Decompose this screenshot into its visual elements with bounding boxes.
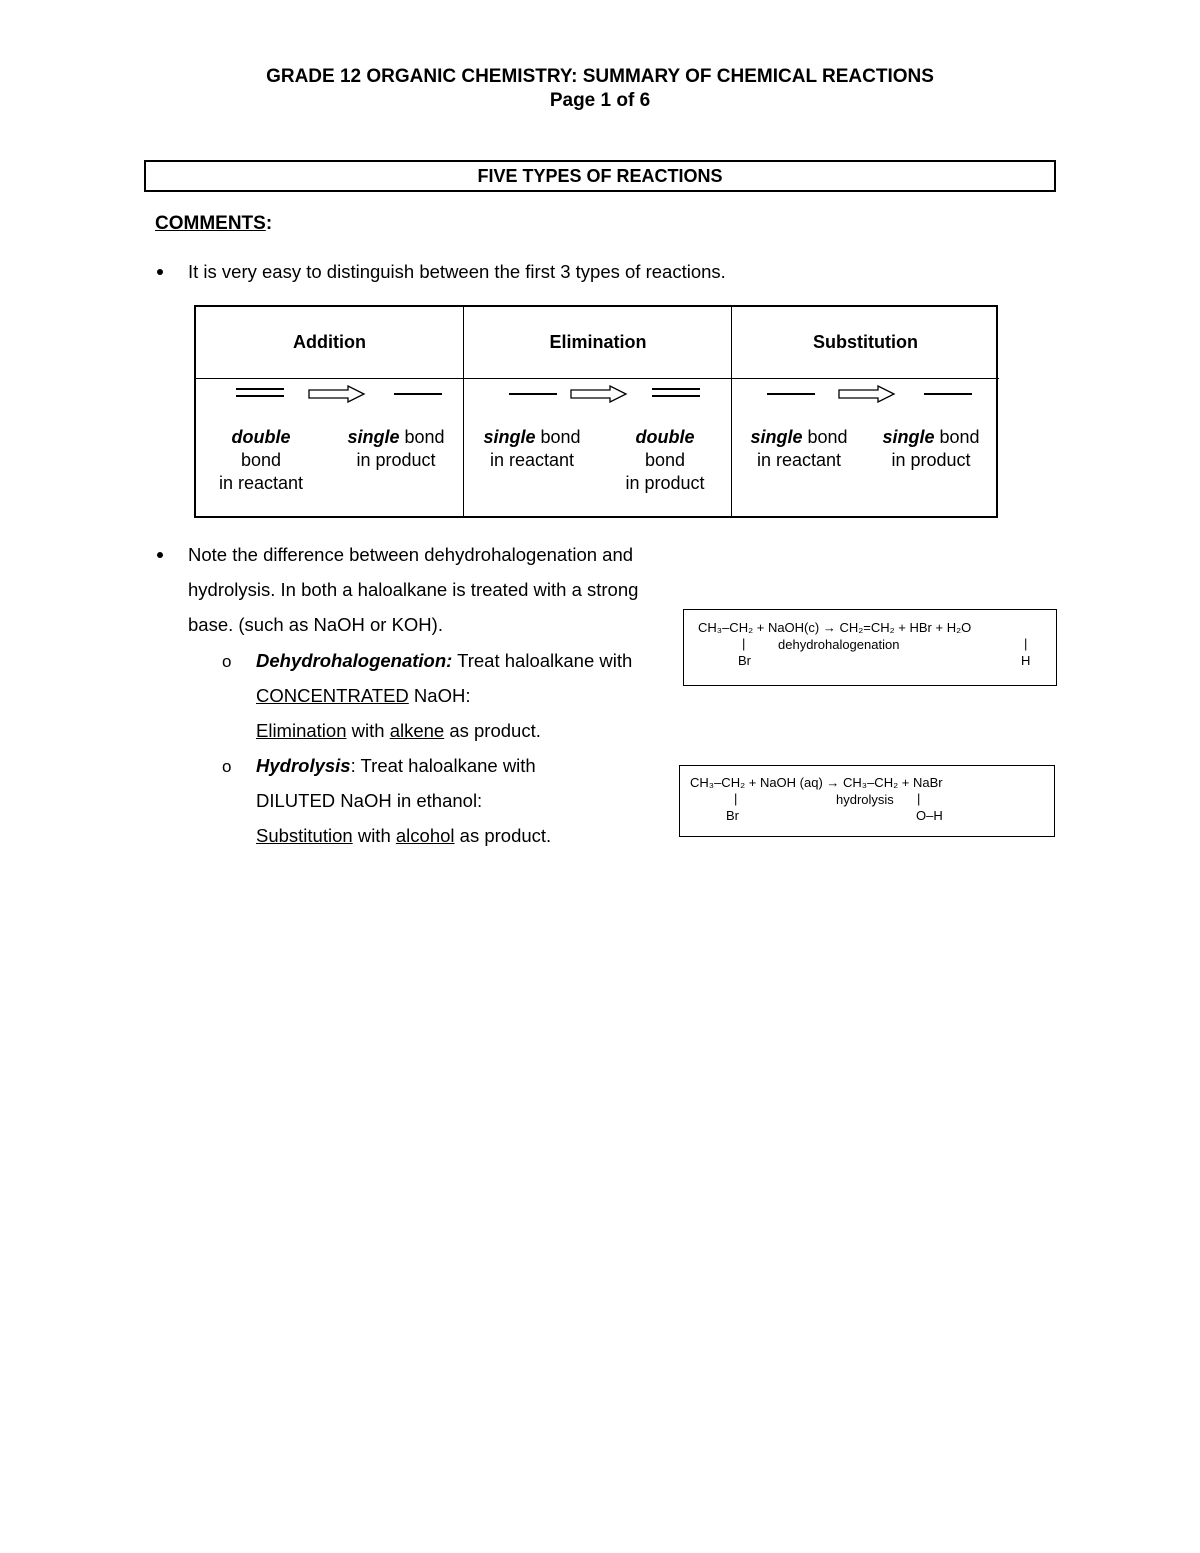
substitution-product-label: single bond in product [882, 427, 980, 470]
bullet-marker [157, 552, 163, 558]
bond-type: single [483, 427, 536, 447]
elimination-reactant-label: single bond in reactant [483, 427, 581, 470]
hydrolysis-item: Hydrolysis: Treat haloalkane with DILUTED NaOH in ethanol: Substitution with alcohol as product. [256, 755, 552, 846]
table-column-elimination [463, 307, 732, 516]
comments-label: COMMENTS [155, 213, 266, 234]
bullet-2-line-3: base. (such as NaOH or KOH). [188, 614, 443, 635]
bond-bar: | [917, 791, 921, 806]
substitution-reactant-label: single bond in reactant [750, 427, 848, 470]
elimination-product-label: double bond in product [625, 427, 705, 493]
bullet-2-line-1: Note the difference between dehydrohalogenation and [188, 544, 634, 565]
reaction-label: hydrolysis [836, 792, 894, 807]
single-bond-symbol [509, 393, 557, 395]
column-header-substitution: Substitution [732, 307, 999, 379]
column-header-addition: Addition [196, 307, 463, 379]
right-arrow-icon [570, 385, 628, 403]
substituent: Br [738, 653, 751, 668]
sub-bullet-marker: o [222, 757, 232, 776]
reaction-types-table [194, 305, 998, 518]
addition-product-label: single bond in product [347, 427, 445, 470]
equation-line: CH₃–CH₂ + NaOH (aq) → CH₃–CH₂ + NaBr [690, 775, 943, 790]
single-bond-symbol [394, 393, 442, 395]
bond-type: single [347, 427, 400, 447]
page-number: Page 1 of 6 [549, 90, 651, 111]
bond-type: double [635, 427, 695, 447]
comments-heading [155, 213, 272, 235]
bond-type: double [231, 427, 291, 447]
equation-line: CH₃–CH₂ + NaOH(c) → CH₂=CH₂ + HBr + H₂O [698, 620, 972, 635]
bond-bar: | [742, 636, 746, 651]
term-hydrolysis: Hydrolysis [256, 755, 351, 776]
term-dehydrohalogenation: Dehydrohalogenation: [256, 650, 453, 671]
bullet-marker [157, 269, 163, 275]
bond-bar: | [734, 791, 738, 806]
dehydrohalogenation-equation-box [683, 609, 1057, 686]
hydrolysis-equation-box [679, 765, 1055, 837]
bond-bar: | [1024, 636, 1028, 651]
table-column-substitution [731, 307, 999, 516]
substituent: Br [726, 808, 739, 823]
bullet-2-text [188, 537, 698, 642]
right-arrow-icon [838, 385, 896, 403]
right-arrow-icon [308, 385, 366, 403]
section-heading-box: FIVE TYPES OF REACTIONS [144, 160, 1056, 192]
single-bond-symbol [767, 393, 815, 395]
double-bond-symbol [236, 388, 284, 397]
comments-colon: : [265, 213, 273, 234]
addition-reactant-label: double bond in reactant [218, 427, 304, 493]
single-bond-symbol [924, 393, 972, 395]
dehydrohalogenation-item: Dehydrohalogenation: Treat haloalkane with CONCENTRATED NaOH: Elimination with alkene as product. [256, 650, 633, 741]
document-title: GRADE 12 ORGANIC CHEMISTRY: SUMMARY OF CHEMICAL REACTIONS [266, 66, 934, 87]
table-column-addition [196, 307, 463, 516]
reaction-label: dehydrohalogenation [778, 637, 900, 652]
bullet-1-text: It is very easy to distinguish between the first 3 types of reactions. [188, 261, 726, 282]
bond-type: single [750, 427, 803, 447]
substituent: H [1021, 653, 1031, 668]
substituent: O–H [916, 808, 943, 823]
bond-type: single [882, 427, 935, 447]
sub-bullet-marker: o [222, 652, 232, 671]
bullet-2-line-2: hydrolysis. In both a haloalkane is treated with a strong [188, 579, 639, 600]
column-header-elimination: Elimination [464, 307, 732, 379]
double-bond-symbol [652, 388, 700, 397]
